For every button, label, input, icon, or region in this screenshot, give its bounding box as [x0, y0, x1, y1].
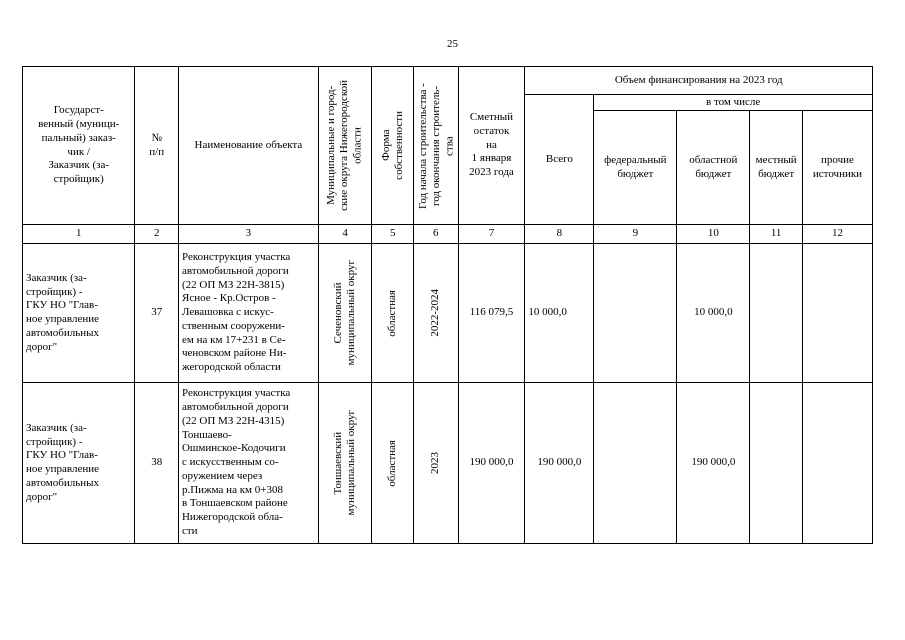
column-number: 6: [414, 225, 459, 244]
row-other: [802, 383, 872, 544]
header-estimate: Сметный остаток на 1 января 2023 года: [458, 67, 525, 225]
column-number: 8: [525, 225, 594, 244]
header-ownership: Форма собственности: [372, 67, 414, 225]
column-number: 11: [750, 225, 803, 244]
column-number: 7: [458, 225, 525, 244]
row-object-name: Реконструкция участка автомобильной дороги (22 ОП МЗ 22Н-4315) Тоншаево- Ошминское-Кодочиги с искусственным со- оружением через р.Пижма на км 0+308 в Тоншаевском районе Нижегородской обла- сти: [178, 383, 318, 544]
column-number: 10: [677, 225, 750, 244]
row-customer: Заказчик (за- стройщик) - ГКУ НО "Глав- ное управление автомобильных дорог": [23, 383, 135, 544]
header-years: Год начала строительства - год окончания строитель- ства: [414, 67, 459, 225]
table-row: [23, 244, 873, 383]
row-ownership: областная: [372, 383, 414, 544]
row-local: [750, 244, 803, 383]
header-customer: Государст- венный (муници- пальный) заказ- чик / Заказчик (за- стройщик): [23, 67, 135, 225]
column-number: 4: [318, 225, 372, 244]
row-estimate: 190 000,0: [458, 383, 525, 544]
column-number: 1: [23, 225, 135, 244]
header-local: местный бюджет: [750, 111, 803, 225]
row-municipality: Тоншаевский муниципальный округ: [318, 383, 372, 544]
row-total: 190 000,0: [525, 383, 594, 544]
row-federal: [594, 383, 677, 544]
header-total: Всего: [525, 95, 594, 225]
page-number: 25: [447, 38, 458, 50]
column-number: 3: [178, 225, 318, 244]
row-total: 10 000,0: [525, 244, 594, 383]
header-other: прочие источники: [802, 111, 872, 225]
row-years: 2023: [414, 383, 459, 544]
column-number: 2: [135, 225, 179, 244]
table-row: [23, 383, 873, 544]
column-number: 9: [594, 225, 677, 244]
row-years: 2022-2024: [414, 244, 459, 383]
row-federal: [594, 244, 677, 383]
header-financing: Объем финансирования на 2023 год: [525, 67, 873, 95]
row-municipality: Сеченовский муниципальный округ: [318, 244, 372, 383]
row-object-name: Реконструкция участка автомобильной дороги (22 ОП МЗ 22Н-3815) Ясное - Кр.Остров - Левашовка с искус- ственным сооружени- ем на км 17+231 в Се- ченовском районе Ни- жегородской области: [178, 244, 318, 383]
row-estimate: 116 079,5: [458, 244, 525, 383]
column-number: 12: [802, 225, 872, 244]
financing-table: [22, 66, 873, 544]
row-local: [750, 383, 803, 544]
row-ownership: областная: [372, 244, 414, 383]
header-federal: федеральный бюджет: [594, 111, 677, 225]
header-regional: областной бюджет: [677, 111, 750, 225]
header-including: в том числе: [594, 95, 873, 111]
column-numbers-row: [23, 225, 873, 244]
header-object-name: Наименование объекта: [178, 67, 318, 225]
header-municipality: Муниципальные и город- ские округа Нижегородской области: [318, 67, 372, 225]
row-customer: Заказчик (за- стройщик) - ГКУ НО "Глав- ное управление автомобильных дорог": [23, 244, 135, 383]
row-num: 37: [135, 244, 179, 383]
header-num: № п/п: [135, 67, 179, 225]
row-other: [802, 244, 872, 383]
row-regional: 190 000,0: [677, 383, 750, 544]
row-regional: 10 000,0: [677, 244, 750, 383]
column-number: 5: [372, 225, 414, 244]
row-num: 38: [135, 383, 179, 544]
